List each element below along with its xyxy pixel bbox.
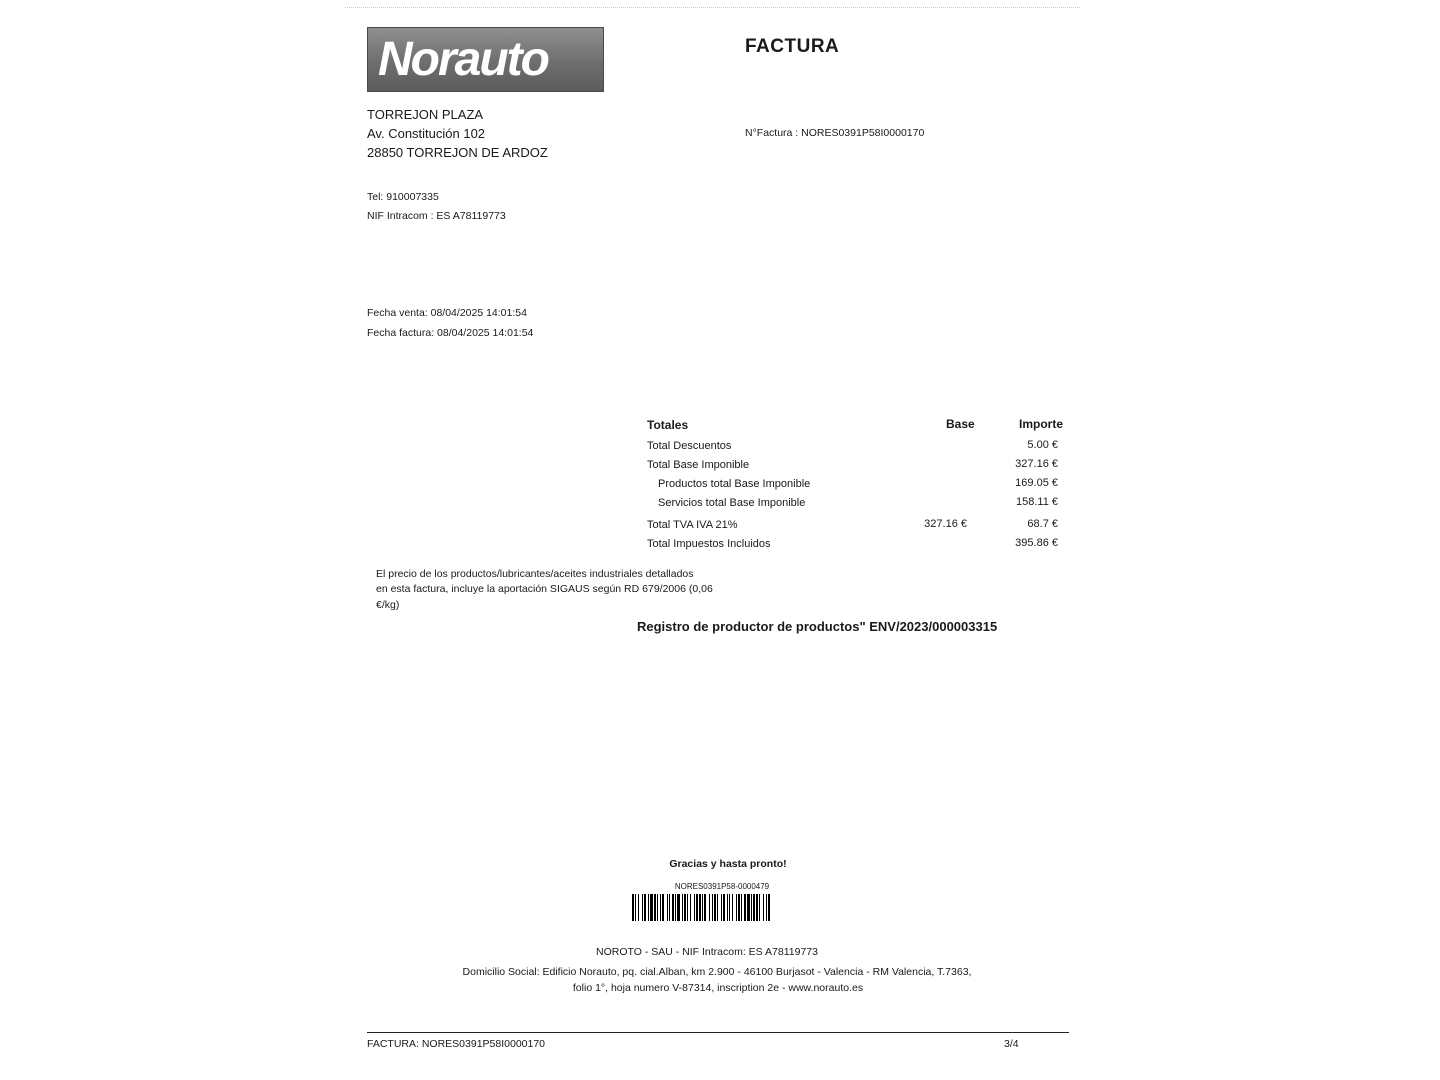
- sigaus-note-line: en esta factura, incluye la aportación SIGAUS según RD 679/2006 (0,06: [376, 583, 713, 595]
- totals-row-importe: 68.7 €: [1027, 518, 1058, 530]
- totals-row-label: Servicios total Base Imponible: [658, 497, 806, 509]
- barcode-bar: [770, 894, 771, 921]
- totals-row-importe: 327.16 €: [1015, 458, 1058, 470]
- totals-row-label: Total Descuentos: [647, 440, 732, 452]
- footer-page-number: 3/4: [1004, 1038, 1019, 1050]
- company-registry: folio 1°, hoja numero V-87314, inscription 2e - www.norauto.es: [572, 982, 864, 994]
- store-street: Av. Constitución 102: [367, 126, 486, 141]
- totals-header-base: Base: [946, 417, 975, 431]
- footer-invoice: FACTURA: NORES0391P58I0000170: [367, 1038, 546, 1050]
- company-line: NOROTO - SAU - NIF Intracom: ES A78119773: [596, 946, 818, 958]
- totals-row-label: Productos total Base Imponible: [658, 478, 811, 490]
- totals-row-label: Total TVA IVA 21%: [647, 519, 738, 531]
- totals-row-base: 327.16 €: [924, 518, 967, 530]
- norauto-logo: [367, 27, 604, 92]
- fecha-venta: Fecha venta: 08/04/2025 14:01:54: [367, 307, 527, 319]
- footer-rule: [367, 1032, 1069, 1033]
- barcode: [632, 894, 812, 921]
- logo-text: Norauto: [378, 33, 548, 86]
- company-address: Domicilio Social: Edificio Norauto, pq. cial.Alban, km 2.900 - 46100 Burjasot - Valencia - RM Valencia, T.7363,: [462, 966, 972, 978]
- scan-top-edge: [345, 7, 1080, 8]
- totals-header-importe: Importe: [1019, 417, 1064, 431]
- totals-row-importe: 395.86 €: [1015, 537, 1058, 549]
- registro-productor: Registro de productor de productos" ENV/2023/000003315: [637, 619, 998, 634]
- sigaus-note-line: €/kg): [376, 599, 400, 611]
- totals-header-label: Totales: [647, 418, 689, 432]
- sigaus-note-line: El precio de los productos/lubricantes/aceites industriales detallados: [376, 568, 694, 580]
- store-tel: Tel: 910007335: [367, 191, 439, 203]
- store-name: TORREJON PLAZA: [367, 107, 484, 122]
- fecha-factura: Fecha factura: 08/04/2025 14:01:54: [367, 327, 534, 339]
- invoice-number: N°Factura : NORES0391P58I0000170: [745, 127, 925, 139]
- store-nif: NIF Intracom : ES A78119773: [367, 210, 506, 222]
- totals-row-importe: 158.11 €: [1015, 496, 1058, 508]
- totals-row-label: Total Base Imponible: [647, 459, 750, 471]
- totals-row-importe: 5.00 €: [1027, 439, 1058, 451]
- totals-row-importe: 169.05 €: [1015, 477, 1058, 489]
- totals-row-label: Total Impuestos Incluidos: [647, 538, 771, 550]
- thanks-message: Gracias y hasta pronto!: [669, 858, 787, 870]
- store-city: 28850 TORREJON DE ARDOZ: [367, 145, 548, 160]
- barcode-number: NORES0391P58-0000479: [674, 882, 770, 891]
- document-title: FACTURA: [745, 36, 840, 57]
